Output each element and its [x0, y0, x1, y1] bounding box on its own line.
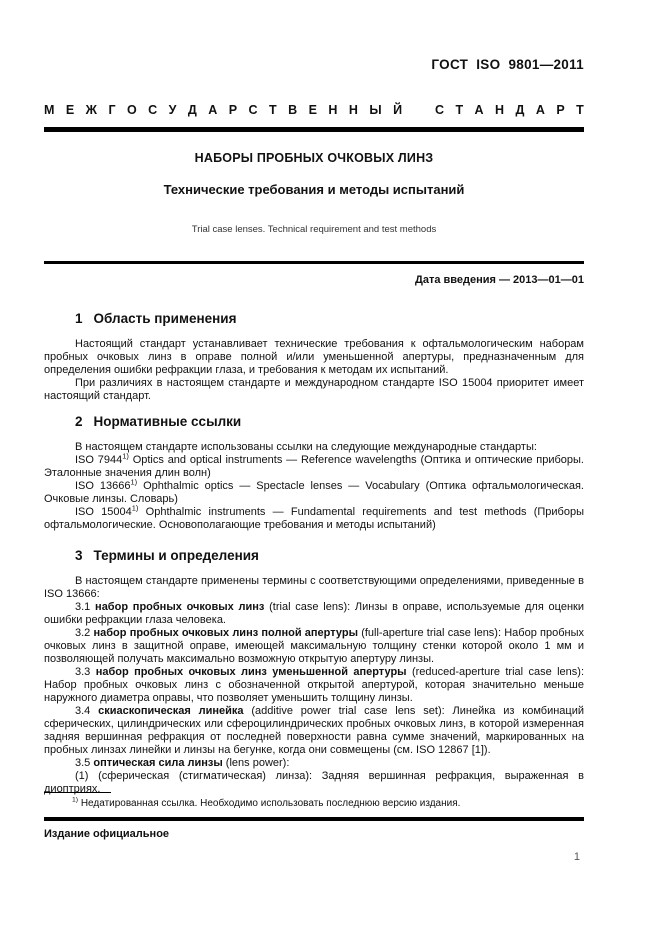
section-title: Термины и определения [93, 548, 259, 563]
paragraph: 3.2 набор пробных очковых линз полной апертуры (full-aperture trial case lens): Набор пробных очковых линз в защитной оправе, имеющей максимальную толщину стенки которой около 1 мм и позволяющей получать максимально возможную открытую апертуру линзы. [44, 627, 584, 665]
section-paragraphs [44, 441, 584, 532]
section-title: Область применения [93, 311, 237, 326]
section-terms-definitions [44, 549, 584, 796]
footnote-rule [44, 792, 111, 793]
footnote-marker: 1) [72, 796, 79, 804]
section-number: 2 [75, 414, 83, 429]
section-paragraphs [44, 575, 584, 796]
section-normative-references [44, 415, 584, 532]
page-number: 1 [573, 851, 580, 863]
document-code: ГОСТ ISO 9801—2011 [431, 57, 584, 72]
page-footer [44, 792, 584, 863]
paragraph: ISO 15004$^{1)}$ Ophthalmic instruments — Fundamental requirements and test methods (Приборы офтальмологические. Основополагающие требования и методы испытаний) [44, 503, 584, 531]
section-scope [44, 312, 584, 403]
paragraph: При различиях в настоящем стандарте и международном стандарте ISO 15004 приоритет имеет настоящий стандарт. [44, 377, 584, 402]
paragraph: 3.1 набор пробных очковых линз (trial case lens): Линзы в оправе, используемые для оценки ошибки рефракции глаза человека. [44, 601, 584, 626]
document-title-en: Trial case lenses. Technical requirement and test methods [191, 224, 437, 235]
paragraph: В настоящем стандарте применены термины с соответствующими определениями, приведенные в ISO 13666: [44, 575, 584, 600]
edition-note: Издание официальное [44, 828, 170, 840]
section-title: Нормативные ссылки [93, 414, 242, 429]
standard-type-label: М Е Ж Г О С У Д А Р С Т В Е Н Н Ы Й С Т А Н Д А Р Т [44, 103, 584, 117]
document-subtitle-ru: Технические требования и методы испытаний [163, 182, 465, 197]
document-title-ru: НАБОРЫ ПРОБНЫХ ОЧКОВЫХ ЛИНЗ [194, 151, 434, 165]
footnote-text: Недатированная ссылка. Необходимо использовать последнюю версию издания. [78, 798, 461, 809]
section-paragraphs [44, 338, 584, 403]
footnote [44, 798, 584, 810]
paragraph: 3.5 оптическая сила линзы (lens power): [75, 757, 290, 769]
paragraph: ISO 13666$^{1)}$ Ophthalmic optics — Spectacle lenses — Vocabulary (Оптика офтальмологическая. Очковые линзы. Словарь) [44, 477, 584, 505]
title-separator-rule [44, 261, 584, 264]
section-heading [44, 312, 584, 326]
paragraph: Настоящий стандарт устанавливает технические требования к офтальмологическим наборам пробных очковых линз в оправе полной и/или уменьшенной апертуры, предназначенным для определения ошибки рефракции глаза, и требования к методам их испытаний. [44, 338, 584, 376]
footer-rule [44, 817, 584, 821]
effective-date: Дата введения — 2013—01—01 [415, 274, 584, 286]
paragraph: ISO 7944$^{1)}$ Optics and optical instruments — Reference wavelengths (Оптика и оптические приборы. Эталонные значения длин волн) [44, 451, 584, 479]
section-number: 3 [75, 548, 83, 563]
section-heading [44, 415, 584, 429]
paragraph: 3.4 скиаскопическая линейка (additive power trial case lens set): Линейка из комбинаций сферических, цилиндрических или сфероцилиндрических пробных очковых линз, в которой измеренная задняя вершинная рефракция от последней поверхности равна сумме значений, маркированных на пробных линзах линейки и линзы на бегунке, когда они совмещены (см. ISO 12867 [1]). [44, 705, 584, 756]
section-number: 1 [75, 311, 83, 326]
paragraph: 3.3 набор пробных очковых линз уменьшенной апертуры (reduced-aperture trial case lens): Набор пробных очковых линз с обозначенной открытой апертурой, которая значительно меньше наружного диаметра оправы, что позволяет уменьшить толщину линзы. [44, 666, 584, 704]
header-rule [44, 127, 584, 132]
section-heading [44, 549, 584, 563]
paragraph: (1) (сферическая (стигматическая) линза): Задняя вершинная рефракция, выраженная в диоптриях. [44, 770, 584, 795]
paragraph: В настоящем стандарте использованы ссылки на следующие международные стандарты: [75, 441, 537, 453]
